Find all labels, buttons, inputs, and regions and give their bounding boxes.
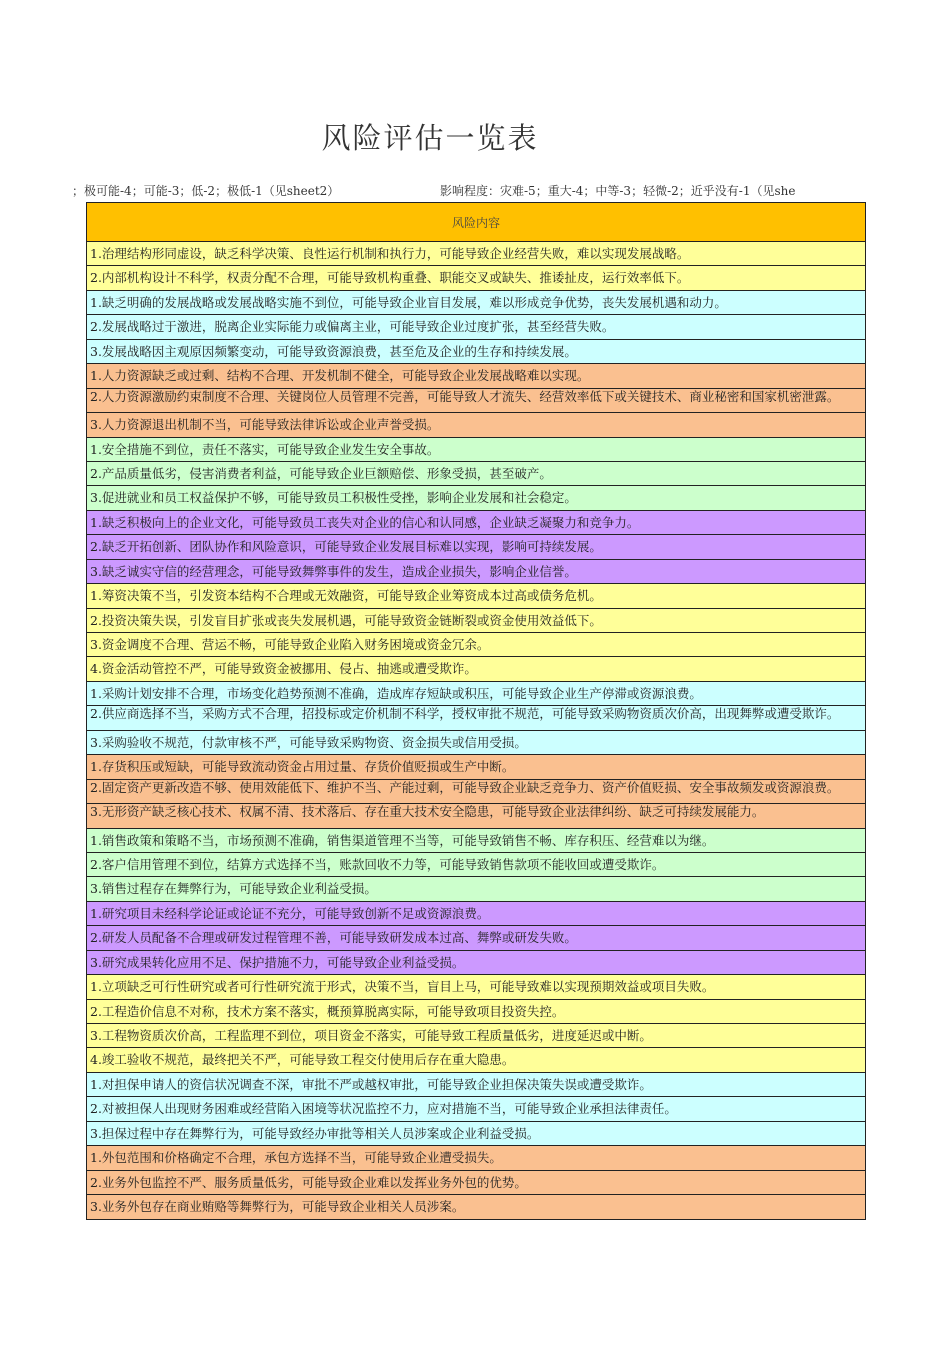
risk-content-cell: 4.资金活动管控不严，可能导致资金被挪用、侵占、抽逃或遭受欺诈。 (90, 661, 477, 677)
table-row (86, 780, 866, 804)
risk-content-cell: 1.缺乏明确的发展战略或发展战略实施不到位，可能导致企业盲目发展，难以形成竞争优势，丧失发展机遇和动力。 (90, 294, 727, 310)
risk-content-cell: 1.立项缺乏可行性研究或者可行性研究流于形式，决策不当，盲目上马，可能导致难以实现预期效益或项目失败。 (90, 979, 715, 995)
table-row (86, 389, 866, 413)
table-row (86, 242, 866, 266)
risk-content-cell: 3.人力资源退出机制不当，可能导致法律诉讼或企业声誉受损。 (90, 417, 440, 433)
risk-content-cell: 3.销售过程存在舞弊行为，可能导致企业利益受损。 (90, 881, 377, 897)
table-row (86, 1024, 866, 1048)
table-row (86, 951, 866, 975)
risk-table (86, 202, 866, 1220)
risk-content-cell: 2.业务外包监控不严、服务质量低劣，可能导致企业难以发挥业务外包的优势。 (90, 1174, 527, 1190)
risk-content-cell: 1.销售政策和策略不当，市场预测不准确，销售渠道管理不当等，可能导致销售不畅、库存积压、经营难以为继。 (90, 832, 715, 848)
risk-content-cell: 3.担保过程中存在舞弊行为，可能导致经办审批等相关人员涉案或企业利益受损。 (90, 1125, 540, 1141)
table-row (86, 1073, 866, 1097)
risk-content-cell: 2.产品质量低劣，侵害消费者利益，可能导致企业巨额赔偿、形象受损，甚至破产。 (90, 465, 552, 481)
risk-content-cell: 2.对被担保人出现财务困难或经营陷入困境等状况监控不力，应对措施不当，可能导致企业承担法律责任。 (90, 1101, 677, 1117)
risk-content-cell: 3.缺乏诚实守信的经营理念，可能导致舞弊事件的发生，造成企业损失，影响企业信誉。 (90, 563, 577, 579)
impact-legend: 影响程度：灾难-5；重大-4；中等-3；轻微-2；近乎没有-1（见she (440, 184, 796, 198)
risk-content-cell: 3.工程物资质次价高，工程监理不到位，项目资金不落实，可能导致工程质量低劣，进度延迟或中断。 (90, 1028, 652, 1043)
table-row (86, 609, 866, 633)
table-row (86, 902, 866, 926)
risk-content-cell: 3.资金调度不合理、营运不畅，可能导致企业陷入财务困境或资金冗余。 (90, 637, 490, 652)
table-row (86, 511, 866, 535)
table-row (86, 315, 866, 339)
risk-content-cell: 2.固定资产更新改造不够、使用效能低下、维护不当、产能过剩，可能导致企业缺乏竞争力、资产价值贬损、安全事故频发或资源浪费。 (90, 779, 840, 795)
table-row (86, 755, 866, 779)
risk-content-cell: 3.研究成果转化应用不足、保护措施不力，可能导致企业利益受损。 (90, 954, 465, 970)
risk-content-cell: 2.供应商选择不当，采购方式不合理，招投标或定价机制不科学，授权审批不规范，可能导致采购物资质次价高，出现舞弊或遭受欺诈。 (90, 706, 840, 722)
table-row (86, 829, 866, 853)
risk-content-cell: 2.内部机构设计不科学，权责分配不合理，可能导致机构重叠、职能交叉或缺失、推诿扯皮，运行效率低下。 (90, 270, 690, 286)
table-row (86, 853, 866, 877)
rating-legend (0, 182, 882, 202)
table-row (86, 340, 866, 364)
risk-content-cell: 1.采购计划安排不合理，市场变化趋势预测不准确，造成库存短缺或积压，可能导致企业生产停滞或资源浪费。 (90, 685, 702, 701)
risk-content-cell: 1.对担保申请人的资信状况调查不深，审批不严或越权审批，可能导致企业担保决策失误或遭受欺诈。 (90, 1076, 652, 1092)
risk-content-cell: 2.客户信用管理不到位，结算方式选择不当，账款回收不力等，可能导致销售款项不能收回或遭受欺诈。 (90, 856, 665, 872)
table-row (86, 633, 866, 657)
risk-content-cell: 1.缺乏积极向上的企业文化，可能导致员工丧失对企业的信心和认同感，企业缺乏凝聚力和竞争力。 (90, 514, 640, 530)
table-header: 风险内容 (86, 202, 866, 242)
risk-content-cell: 1.人力资源缺乏或过剩、结构不合理、开发机制不健全，可能导致企业发展战略难以实现。 (90, 368, 590, 384)
risk-content-cell: 1.外包范围和价格确定不合理，承包方选择不当，可能导致企业遭受损失。 (90, 1150, 502, 1166)
table-row (86, 682, 866, 706)
risk-content-cell: 3.促进就业和员工权益保护不够，可能导致员工积极性受挫，影响企业发展和社会稳定。 (90, 490, 577, 506)
risk-content-cell: 1.治理结构形同虚设，缺乏科学决策、良性运行机制和执行力，可能导致企业经营失败，难以实现发展战略。 (90, 246, 690, 261)
likelihood-legend: ；极可能-4；可能-3；低-2；极低-1（见sheet2） (72, 184, 340, 198)
risk-content-cell: 1.存货积压或短缺，可能导致流动资金占用过量、存货价值贬损或生产中断。 (90, 759, 515, 775)
table-row (86, 266, 866, 290)
table-row (86, 1097, 866, 1121)
risk-content-cell: 2.工程造价信息不对称，技术方案不落实，概预算脱离实际，可能导致项目投资失控。 (90, 1003, 565, 1019)
table-row (86, 413, 866, 437)
table-row (86, 438, 866, 462)
table-row (86, 1195, 866, 1219)
table-row (86, 1048, 866, 1072)
table-row (86, 560, 866, 584)
risk-content-cell: 3.无形资产缺乏核心技术、权属不清、技术落后、存在重大技术安全隐患，可能导致企业法律纠纷、缺乏可持续发展能力。 (90, 804, 765, 820)
table-row (86, 975, 866, 999)
table-row (86, 877, 866, 901)
risk-content-cell: 1.安全措施不到位，责任不落实，可能导致企业发生安全事故。 (90, 441, 440, 457)
table-row (86, 926, 866, 950)
table-row (86, 657, 866, 681)
risk-content-cell: 3.发展战略因主观原因频繁变动，可能导致资源浪费，甚至危及企业的生存和持续发展。 (90, 343, 577, 359)
risk-content-cell: 4.竣工验收不规范，最终把关不严，可能导致工程交付使用后存在重大隐患。 (90, 1052, 515, 1068)
table-row (86, 804, 866, 828)
table-row (86, 731, 866, 755)
risk-content-cell: 3.业务外包存在商业贿赂等舞弊行为，可能导致企业相关人员涉案。 (90, 1199, 465, 1215)
table-row (86, 291, 866, 315)
table-row (86, 535, 866, 559)
table-row (86, 706, 866, 730)
risk-content-cell: 2.投资决策失误，引发盲目扩张或丧失发展机遇，可能导致资金链断裂或资金使用效益低下。 (90, 612, 602, 628)
risk-content-cell: 1.筹资决策不当，引发资本结构不合理或无效融资，可能导致企业筹资成本过高或债务危机。 (90, 588, 602, 604)
risk-content-cell: 1.研究项目未经科学论证或论证不充分，可能导致创新不足或资源浪费。 (90, 905, 490, 921)
risk-content-cell: 2.发展战略过于激进，脱离企业实际能力或偏离主业，可能导致企业过度扩张，甚至经营失败。 (90, 319, 615, 335)
table-row (86, 584, 866, 608)
table-row (86, 1000, 866, 1024)
table-row (86, 1146, 866, 1170)
page-title: 风险评估一览表 (321, 121, 539, 155)
table-row (86, 486, 866, 510)
table-row (86, 1122, 866, 1146)
risk-content-cell: 2.缺乏开拓创新、团队协作和风险意识，可能导致企业发展目标难以实现，影响可持续发展。 (90, 539, 602, 555)
table-row (86, 364, 866, 388)
risk-content-cell: 2.人力资源激励约束制度不合理、关键岗位人员管理不完善，可能导致人才流失、经营效率低下或关键技术、商业秘密和国家机密泄露。 (90, 388, 840, 404)
table-row (86, 462, 866, 486)
risk-content-cell: 2.研发人员配备不合理或研发过程管理不善，可能导致研发成本过高、舞弊或研发失败。 (90, 930, 577, 946)
risk-content-cell: 3.采购验收不规范，付款审核不严，可能导致采购物资、资金损失或信用受损。 (90, 734, 527, 750)
table-row (86, 1171, 866, 1195)
